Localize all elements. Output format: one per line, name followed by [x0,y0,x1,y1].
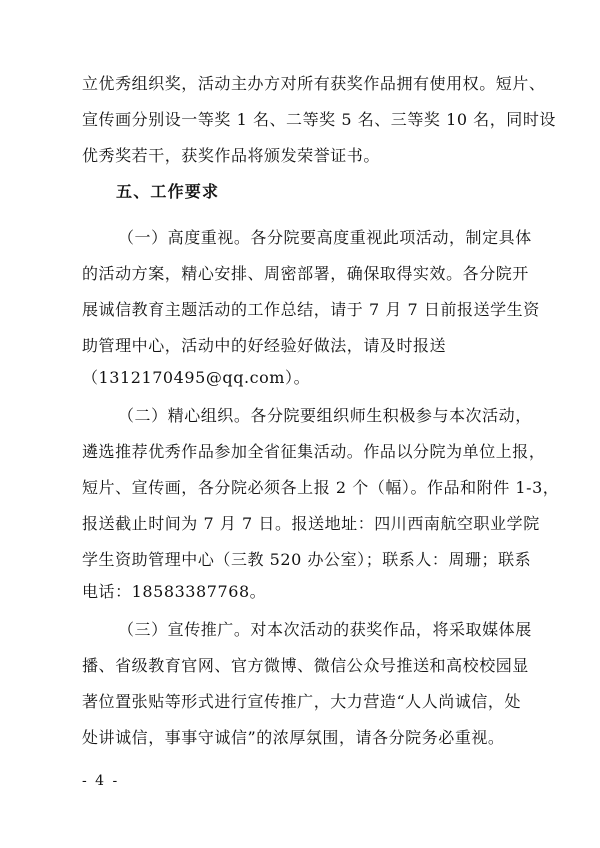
paragraph-line: 电话：18583387768。 [82,582,267,601]
paragraph-line: （三）宣传推广。对本次活动的获奖作品，将采取媒体展 [118,620,532,639]
paragraph-line: 处讲诚信，事事守诚信”的浓厚氛围，请各分院务必重视。 [82,728,505,747]
paragraph-line: 宣传画分别设一等奖 1 名、二等奖 5 名、三等奖 10 名，同时设 [82,110,556,129]
paragraph-line: （一）高度重视。各分院要高度重视此项活动，制定具体 [118,228,532,247]
paragraph-line: 助管理中心，活动中的好经验好做法，请及时报送 [82,336,447,355]
paragraph-line: 短片、宣传画，各分院必须各上报 2 个（幅）。作品和附件 1-3， [82,478,560,497]
paragraph-line: 报送截止时间为 7 月 7 日。报送地址：四川西南航空职业学院 [82,514,540,533]
paragraph-line: 著位置张贴等形式进行宣传推广，大力营造“人人尚诚信，处 [82,692,522,711]
email-line: （1312170495@qq.com）。 [82,368,311,387]
paragraph-line: 优秀奖若干，获奖作品将颁发荣誉证书。 [82,146,380,165]
paragraph-line: 立优秀组织奖，活动主办方对所有获奖作品拥有使用权。短片、 [82,74,546,93]
page-number: - 4 - [82,773,120,789]
paragraph-line: （二）精心组织。各分院要组织师生积极参与本次活动， [118,406,532,425]
paragraph-line: 的活动方案，精心安排、周密部署，确保取得实效。各分院开 [82,264,529,283]
paragraph-line: 遴选推荐优秀作品参加全省征集活动。作品以分院为单位上报， [82,442,546,461]
section-heading: 五、工作要求 [116,182,220,201]
paragraph-line: 学生资助管理中心（三教 520 办公室）；联系人：周珊；联系 [82,550,532,569]
paragraph-line: 展诚信教育主题活动的工作总结，请于 7 月 7 日前报送学生资 [82,300,540,319]
paragraph-line: 播、省级教育官网、官方微博、微信公众号推送和高校校园显 [82,656,529,675]
